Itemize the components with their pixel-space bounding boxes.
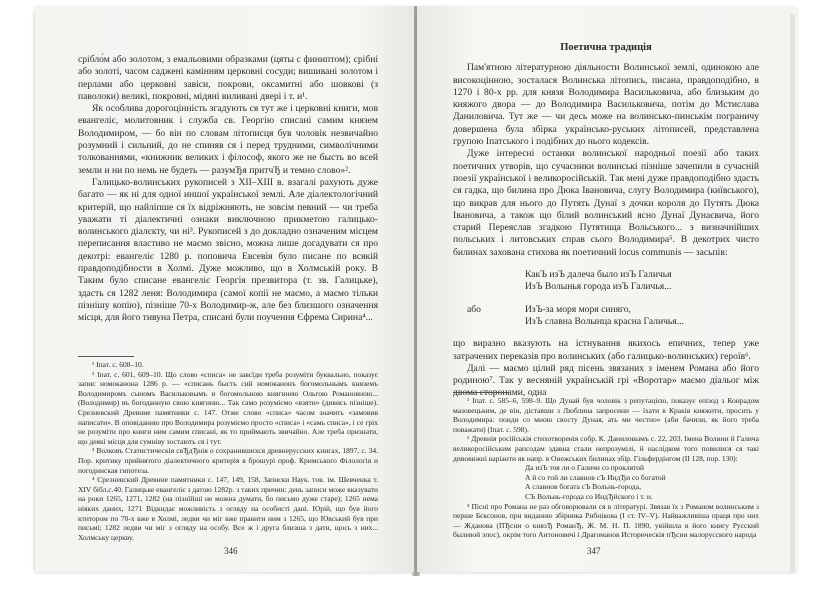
right-paragraph-1: Пам'ятною літературною діяльности Волинської землі, одинокою але високоцінною, зосталася Волинська літопись, писана, правдоподібно, в 1270 і 80-х рр. для князя Володимира Васильковича, або близьким до княжого двора — до Володимира Васильковича, потім до Мстислава Даниловича. Тут же — чи десь може на волинсько-пинськім пограничу довершена була збірка українсько-руських літописей, представлена групою Іпатського і подібних до нього кодексів. [453,62,759,148]
right-footnote-2: ² Древнія російськія стихотворенія собр. К. Даниловымъ с. 22, 203. Імена Волини й Галича великоросійським рапсодам здавна стали непрозумілі, й наслідком того повилися ся такі дивовижні варіанти як напр. в Онежських билинах збір. Гільфердінгом (ІІ 128, пор. 130): [453,434,759,463]
verse-1-line-1: КакЪ изЪ далеча было изЪ Галичья [525,269,672,281]
page-edge-right [790,14,795,572]
left-footnote-3: ³ Волковъ Статистическія свЂдЂнія о сохранившихся древнерусских книгах, 1897, с. 34. Пор. критику прийнятого діалектичного критерія в брошурі проф. Кримського Філологія и погодинская гипотеза. [78,446,378,475]
right-footnote-1: ¹ Іпат. с. 585–6, 598–9. Що Дунай був чоловік з репутацією, показує епізод з Конрадом мазовецьким, де він, діставши з Люблина запросини — їхати в Краків княжити, просить у Володимира: поиди со мною свосту Дуная, ать ми честно» (аби бачили, як його треба поважати) (Іпат. с. 598). [453,396,759,434]
left-paragraph-1: срібло́м або золотом, з емальовими образками (цяты с финиптом); срібні або золоті, часом саджені камінням церковні сосуди; вишивані золотом і перлами або церковні завіси, покрови, оксамитні або шовкові (з паволоки) великі, покровні, мідяні виливані двері і т. и¹. [78,54,378,102]
left-footnote-2: ² Іпат. с. 601, 609–10. Що слово «списа» не завсїди треба розуміти буквально, показує запис номоканона 1286 р. — «списань бысть сий номоканонъ богомольнымъ княземъ Володимиромъ сыномъ Васильковымъ и богомольною княгинею Ольгою Романовною... (Володимир) въ богоданную свою княгиню... Так само розуміємо «взяти» (дивись пізніше). Срезневский Древние памятники с. 147. Отже слово «списа» часом значить «замовив написати». В оповіданню про Володимира розуміємо просто «списа» і «самь списа», і се гріх не розуміти про книги ним самим списані, як то приймають звичайно. Але треба признати, що деякі місця для сумніву зостають ся і тут. [78,369,378,446]
footnote-verse-line-4: СЪ Вольнь-города со ИндЂйского і т. и. [525,491,653,501]
right-paragraph-3: що виразно вказують на істнування якихось епичних, тепер уже затрачених переказів про волинських (або галицько-волинських) героїв⁶. [453,338,759,362]
footnote-verse-line-1: Да изЪ тоя ли о Галичи со проклятой [525,463,645,473]
left-footnote-1: ¹ Іпат. с. 608–10. [92,360,144,369]
left-paragraph-3: Галицько-волинських рукописей з XII–XIII в. взагалі рахують дуже багато — як ні для одної иншої української землі. Але діалектологічний критерій, що найліпше ся їх відріжняють, не зовсім певний — чи треба уважати ті діалектичні ознаки виключною прикметою галицько-волинського діалєкту, чи ні³. Рукописей з до докладно означеним місцем переписання властиво не маємо звісно, можна лише догадувати ся про декотрі: евангеліє 1280 р. поповича Евсевія було писане по всякій правдоподібности в Холмі. Дуже можливо, що в Холмській рокy. В Таким було списане евангеліє Георгія презвитора (т. зв. Галицьке), здасть ся 1282 леня: Володимира (самої копії не маємо, а маємо тільки пізнішу копію), пізніше 70-х Володимир-ж, але без близшого означення місця, для його тивуна Петра, списані були поучення Єфрема Сирина⁴... [78,176,378,324]
verse-2-line-2: ИзЪ славна Волынца красна Галичья... [525,315,684,327]
right-paragraph-4: Далі — маємо цілий ряд пісень звязаних з іменем Романа або його родиною⁷. Так у весняній українській грі «Воротар» маємо діальог між двома сторонами, одна [453,362,759,399]
left-body [78,54,378,325]
right-footnotes [453,396,759,540]
footnote-verse-line-2: А й со той ли славнов сЪ ИндЂи со богатой [525,472,666,482]
right-page [417,6,797,572]
page-number-right: 347 [587,546,601,556]
page-number-left: 346 [224,546,238,556]
page-edge-left [34,14,35,572]
right-footnote-3: ³ Пісні про Романа не раз обговорювали ся в літературі. Звязав їх з Романом волинським з першe Бєксонов, при виданню збірника Рибнікова (І ст. ІV–V). Найважливіша праця про них — Жданова (ПЂсни о князЂ РоманЂ, Ж. М. Н. П. 1890, увійшла в його книгу Русский былевой эпос), окрім того Антоновичі і Драгоманов Историческія пЂсни малорусского народа [453,501,759,540]
verse-connector: або [467,303,481,315]
left-page [34,6,414,572]
verse-2-line-1: ИзЪ-за моря моря синяго, [525,303,631,315]
left-paragraph-2: Як особлива дорогоцінність згадують ся тут же і церковні книги, мов евангеліє, молитовник і служба св. Георгію списані самим князем Володимиром, — бо він по словам літописця був чоловік незвичайно розумний і сильний, до не спиняв ся і перед трудними, символічними толкованнями, «книжник великих і філософ, якого же не бысть во всей земли и ни по немь не будеть — разумЂя притчЂ и темно слово»². [78,103,378,176]
right-paragraph-2: Дуже інтересні останки волинської народньої поезії або таких поетичних утворів, що сучасники волинські пізніше зачепили в сучасній поезії української і великоросійській. Так мені дуже правдоподібно здасть ся гадка, що билина про Дюка Івановича, слугу Володимира (київського), що викрав для нього до Путять Дунаї з дочки короля до Путять Дюка Івановича, а також що білий волинський ясно Дунаї Дунаєвича, його старий Переяслав згадкою Путятища Вольського... з визначнійших польських і литовських справ сього Володимира⁵. В декотрих чисто билинах захована стихова як поетичний locus communis — засьпів: [453,148,759,258]
left-footnotes [78,360,378,542]
footnote-verse-line-3: А славнов богата сЪ Вольнь-города, [525,482,641,492]
right-body [453,42,759,400]
verse-1-line-2: ИзЪ Волынья города изЪ Галичья... [525,281,672,293]
footnote-rule-left [78,356,134,357]
left-footnote-4: ⁴ Срезневский Древние памятники с. 147, 149, 158, Записки Наук. тов. ім. Шевченка т. XIV бібл.с.40. Галицьке евангеліє з датою 1282р. з таких причин: день записи може вказувати на роки 1265, 1271, 1282 (на пізнїйші не можна думати, бо письмо дуже старе); 1265 нема ніяких даних, 1271 Відкидає можливість з огляду на особисті дані. Юрій, що був його ктитором по 70-х вже в Холмі, ледви чи мiг вже правити ним з 1265, що Ювський був при письмі; 1282 ледви чи міг з огляду на особу. Все ж і друга близша з дати, щось з них... Холмську церкву. [78,475,378,542]
footnote-rule-right [453,392,509,393]
section-heading: Поетична традиція [560,42,652,53]
open-book [34,6,804,584]
